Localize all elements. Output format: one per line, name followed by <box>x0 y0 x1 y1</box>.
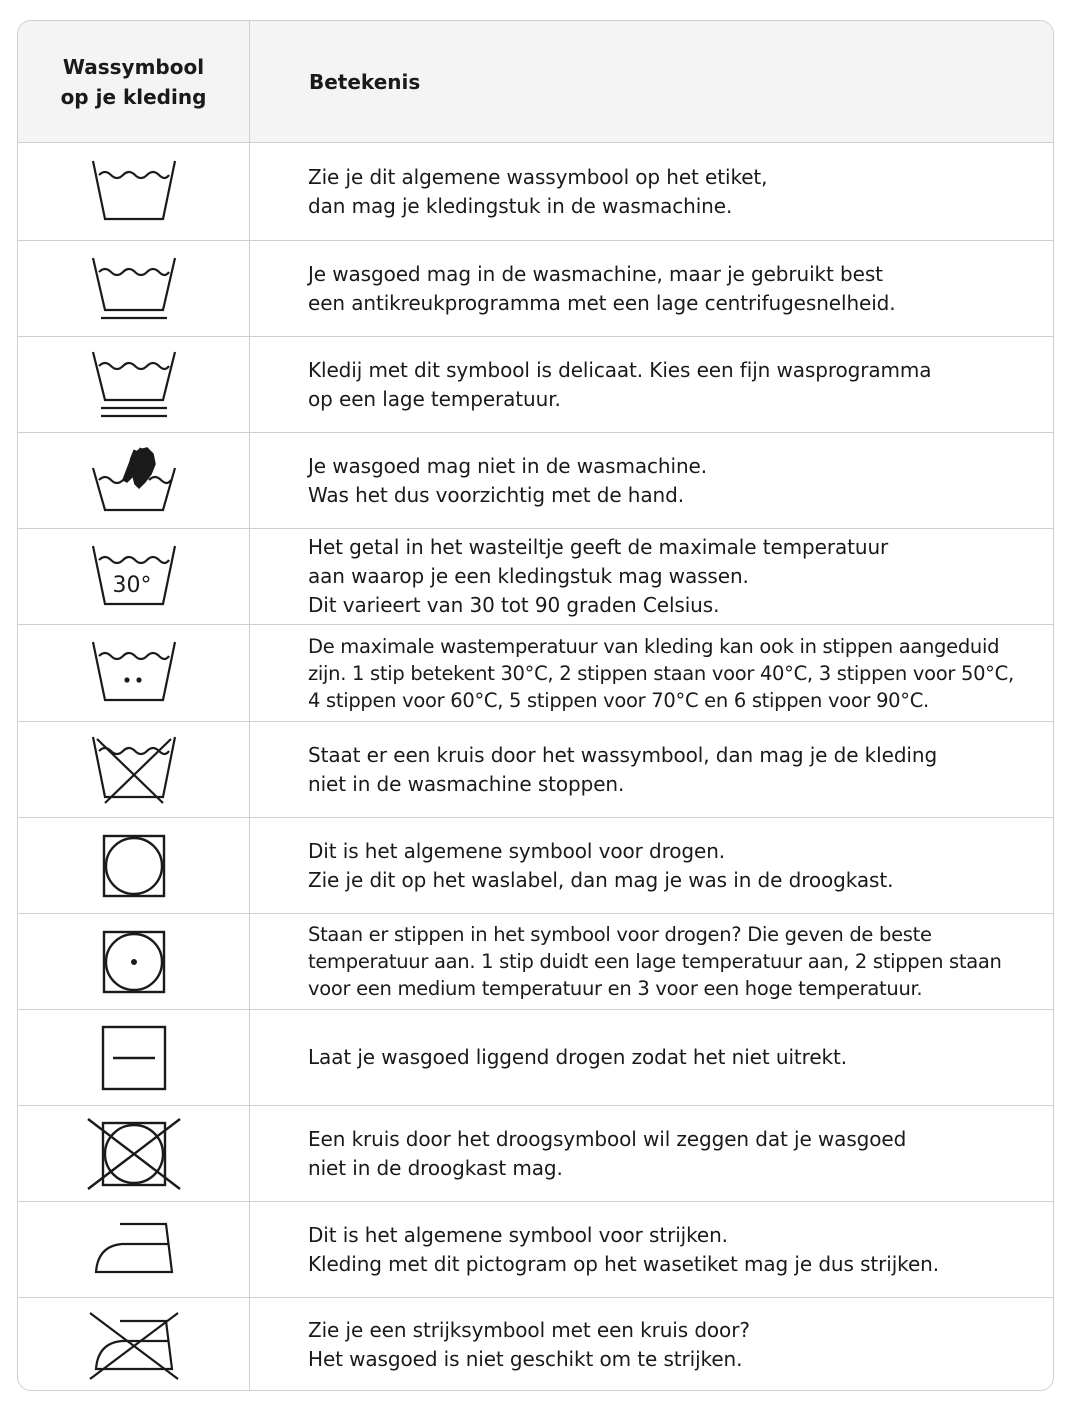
table-row <box>18 817 1053 913</box>
row-text: De maximale wastemperatuur van kleding kan ook in stippen aangeduid zijn. 1 stip betekent 30°C, 2 stippen staan voor 40°C, 3 stippen voor 50°C, 4 stippen voor 60°C, 5 stippen voor 70°C en 6 stippen voor 90°C. <box>308 634 1014 712</box>
table-row <box>18 432 1053 528</box>
row-text: Kledij met dit symbool is delicaat. Kies een fijn wasprogramma op een lage temperatuur. <box>308 357 932 411</box>
tumble-dry-icon <box>101 833 167 899</box>
table-row <box>18 721 1053 817</box>
wash-tub-icon <box>89 157 179 227</box>
wash-temperature-label: 30° <box>112 572 151 598</box>
row-text: Zie je een strijksymbool met een kruis door? Het wasgoed is niet geschikt om te strijken. <box>308 1318 750 1371</box>
care-symbols-table <box>17 20 1054 1391</box>
do-not-iron-icon <box>84 1309 184 1381</box>
header-meaning-column: Betekenis <box>309 69 421 94</box>
row-text: Laat je wasgoed liggend drogen zodat het niet uitrekt. <box>308 1045 848 1069</box>
table-header <box>18 21 1053 143</box>
table-row <box>18 913 1053 1009</box>
row-text: Het getal in het wasteiltje geeft de maximale temperatuur aan waarop je een kledingstuk mag wassen. Dit varieert van 30 tot 90 graden Celsius. <box>308 535 889 617</box>
wash-tub-dots-icon <box>89 638 179 708</box>
do-not-tumble-dry-icon <box>84 1117 184 1191</box>
row-text: Dit is het algemene symbool voor drogen. Zie je dit op het waslabel, dan mag je was in de droogkast. <box>308 838 894 892</box>
table-row <box>18 1105 1053 1201</box>
dry-flat-icon <box>99 1023 169 1093</box>
header-symbol-line2: op je kleding <box>60 84 207 109</box>
row-text: Je wasgoed mag in de wasmachine, maar je gebruikt best een antikreukprogramma met een lage centrifugesnelheid. <box>308 261 896 315</box>
table-row <box>18 1009 1053 1105</box>
table-row <box>18 1297 1053 1391</box>
iron-icon <box>92 1220 176 1280</box>
row-text: Zie je dit algemene wassymbool op het etiket, dan mag je kledingstuk in de wasmachine. <box>308 164 768 218</box>
row-text: Je wasgoed mag niet in de wasmachine. Was het dus voorzichtig met de hand. <box>308 453 707 507</box>
table-row <box>18 528 1053 624</box>
row-text: Staan er stippen in het symbool voor drogen? Die geven de beste temperatuur aan. 1 stip duidt een lage temperatuur aan, 2 stippen staan voor een medium temperatuur en 3 voor een hoge temperatuur. <box>308 923 1002 1000</box>
wash-tub-two-bars-icon <box>89 348 179 422</box>
table-row <box>18 240 1053 336</box>
wash-tub-one-bar-icon <box>89 254 179 324</box>
row-text: Dit is het algemene symbool voor strijken. Kleding met dit pictogram op het wasetiket mag je dus strijken. <box>308 1222 939 1276</box>
row-text: Een kruis door het droogsymbool wil zeggen dat je wasgoed niet in de droogkast mag. <box>308 1126 907 1180</box>
tumble-dry-dot-icon <box>101 929 167 995</box>
table-row <box>18 143 1053 240</box>
table-row <box>18 624 1053 721</box>
hand-wash-icon <box>89 446 179 516</box>
do-not-wash-icon <box>89 733 179 807</box>
header-symbol-column <box>18 21 249 142</box>
row-text: Staat er een kruis door het wassymbool, dan mag je de kleding niet in de wasmachine stoppen. <box>308 742 938 796</box>
table-body <box>18 143 1053 1390</box>
wash-tub-30-icon <box>89 542 179 612</box>
table-row <box>18 1201 1053 1297</box>
table-row <box>18 336 1053 432</box>
header-symbol-line1: Wassymbool <box>62 54 205 79</box>
